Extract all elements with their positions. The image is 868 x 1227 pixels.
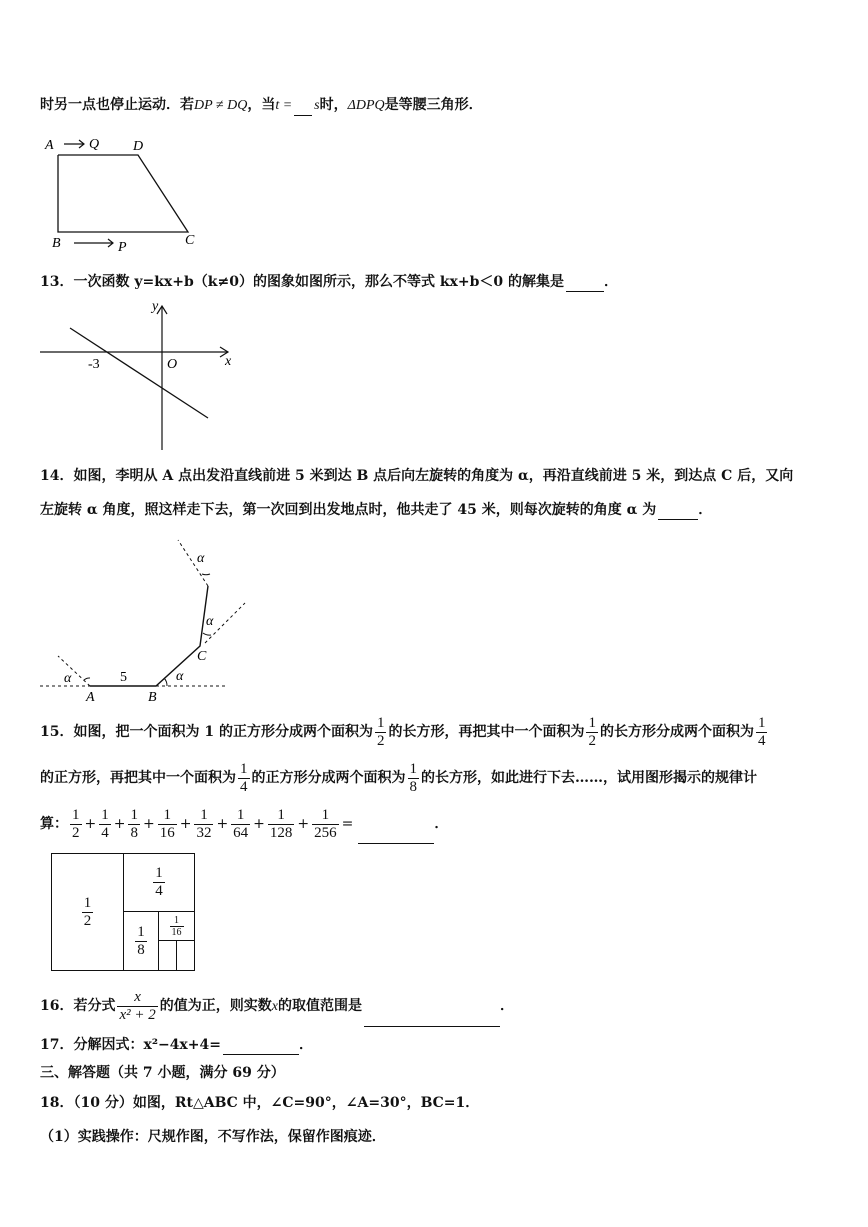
q15-line-2 (40, 758, 757, 798)
q16-fraction: $\frac{x}{\text{x² + 2}}$ (119, 988, 156, 1023)
q12-label-p: P (118, 240, 127, 255)
q12-text-a: 时另一点也停止运动．若 (40, 97, 194, 113)
q15-rect-half: $\frac{1}{2}$ (51, 853, 124, 971)
q12-answer-blank[interactable] (294, 101, 312, 116)
q12-text-c: 时， (319, 97, 348, 113)
q15-frac-half-2: $\frac{1}{2}$ (588, 714, 596, 749)
q12-label-c: C (185, 233, 195, 248)
q17-answer-blank[interactable] (223, 1040, 299, 1055)
q13-end: ． (604, 274, 619, 290)
q18-part-1: （1）实践操作：尺规作图，不写作法，保留作图痕迹． (40, 1129, 386, 1145)
q14-alpha-c: α (206, 614, 214, 629)
q13-label-neg3: -3 (88, 357, 100, 372)
q15-rect-sixtyfourth (176, 940, 195, 971)
q15-sum-term-5: $\frac{1}{32}$ (196, 806, 212, 841)
section-3-heading: 三、解答题（共 7 小题，满分 69 分） (40, 1065, 285, 1081)
q12-label-d: D (133, 139, 144, 154)
q14-label-5: 5 (120, 670, 127, 685)
q18-line: 18．（10 分）如图，Rt△ABC 中，∠C=90°，∠A=30°，BC=1． (40, 1095, 480, 1111)
q15-sum-term-1: $\frac{1}{2}$ (72, 806, 80, 841)
q14-line-1: 14．如图，李明从 A 点出发沿直线前进 5 米到达 B 点后向左旋转的角度为 α，再沿直线前进 5 米，到达点 C 后，又向 (40, 468, 794, 484)
q12-triangle: ΔDPQ (347, 98, 385, 113)
q15-rect-quarter: $\frac{1}{4}$ (123, 853, 195, 912)
q15-text-2a: 的正方形，再把其中一个面积为 (40, 770, 236, 786)
q17-line (40, 1035, 313, 1055)
q15-text-1a: 15．如图，把一个面积为 1 的正方形分成两个面积为 (40, 724, 373, 740)
q15-rect-sixteenth: $\frac{1}{16}$ (158, 911, 195, 941)
q16-text-b: 的值为正，则实数 (159, 998, 272, 1014)
q12-t-eq: t = (275, 98, 293, 113)
q15-frac-quarter-2: $\frac{1}{4}$ (240, 760, 248, 795)
q16-answer-blank[interactable] (364, 1012, 500, 1027)
q12-text-b: ，当 (247, 97, 276, 113)
q12-text-line (40, 95, 483, 116)
q14-label-b: B (148, 690, 157, 705)
q15-equals: = (341, 816, 354, 832)
q14-text: 左旋转 α 角度，照这样走下去，第一次回到出发地点时，他共走了 45 米，则每次旋转的角度 α 为 (40, 502, 657, 518)
q16-end: ． (499, 998, 514, 1014)
q13-graph-figure (40, 298, 240, 453)
q15-line-1 (40, 712, 769, 752)
q14-end: ． (698, 502, 713, 518)
q12-trapezoid-figure (40, 130, 210, 255)
q12-unit: s (314, 98, 320, 113)
q14-label-c: C (197, 649, 207, 664)
q15-end: ． (434, 816, 449, 832)
q12-label-q: Q (89, 137, 100, 152)
q15-sum-term-2: $\frac{1}{4}$ (101, 806, 109, 841)
q15-text-1c: 的长方形分成两个面积为 (599, 724, 754, 740)
q15-frac-quarter-1: $\frac{1}{4}$ (757, 714, 766, 749)
q16-text-c: 的取值范围是 (277, 998, 362, 1014)
q14-alpha-d: α (197, 551, 205, 566)
q13-label-origin: O (167, 357, 178, 372)
q15-text-2b: 的正方形分成两个面积为 (251, 770, 406, 786)
q15-sum-term-6: $\frac{1}{64}$ (233, 806, 249, 841)
q12-condition: DP ≠ DQ (194, 98, 248, 113)
q15-text-2c: 的长方形，如此进行下去……，试用图形揭示的规律计 (421, 770, 757, 786)
q14-path-figure (40, 530, 250, 705)
q15-sum-term-3: $\frac{1}{8}$ (130, 806, 138, 841)
q14-answer-blank[interactable] (658, 505, 698, 520)
q14-line-2 (40, 500, 712, 520)
q13-label-y: y (152, 299, 159, 314)
q15-sum-term-7: $\frac{1}{128}$ (269, 806, 293, 841)
q12-text-d: 是等腰三角形． (384, 97, 483, 113)
q15-sum-term-4: $\frac{1}{16}$ (159, 806, 175, 841)
q15-rect-thirtysecond (158, 940, 177, 971)
q12-label-a: A (45, 138, 54, 153)
q15-frac-eighth: $\frac{1}{8}$ (409, 760, 417, 795)
q15-line-3: 算： $\frac{1}{2}$ + $\frac{1}{4}$ + $\frac{1}{8}$ + $\frac{1}{16}$ + $\frac{1}{32}$ + $\frac{1}{64}$ + $\frac{1}{128}$ + $\frac{1}{256}$ = ． (40, 804, 448, 844)
q15-sum-term-8: $\frac{1}{256}$ (314, 806, 337, 841)
q13-text: 13．一次函数 y=kx+b（k≠0）的图象如图所示，那么不等式 kx+b＜0 的解集是 (40, 274, 565, 290)
q15-text-3a: 算： (40, 816, 68, 832)
q14-alpha-b: α (176, 669, 184, 684)
q17-end: ． (298, 1037, 313, 1053)
q14-label-a: A (86, 690, 95, 705)
q13-text-line (40, 272, 618, 292)
q16-var-x: x (271, 999, 278, 1014)
q16-line (40, 986, 514, 1027)
q12-label-b: B (52, 236, 61, 251)
q14-alpha-a: α (64, 671, 72, 686)
q15-answer-blank[interactable] (358, 829, 434, 844)
q13-answer-blank[interactable] (566, 277, 604, 292)
q13-label-x: x (225, 354, 232, 369)
q16-text-a: 16．若分式 (40, 998, 116, 1014)
q15-rect-eighth: $\frac{1}{8}$ (123, 911, 159, 971)
q15-text-1b: 的长方形，再把其中一个面积为 (388, 724, 585, 740)
q15-square-figure (51, 853, 195, 971)
q17-text: 17．分解因式：x²−4x+4= (40, 1037, 221, 1053)
q15-frac-half-1: $\frac{1}{2}$ (376, 714, 385, 749)
